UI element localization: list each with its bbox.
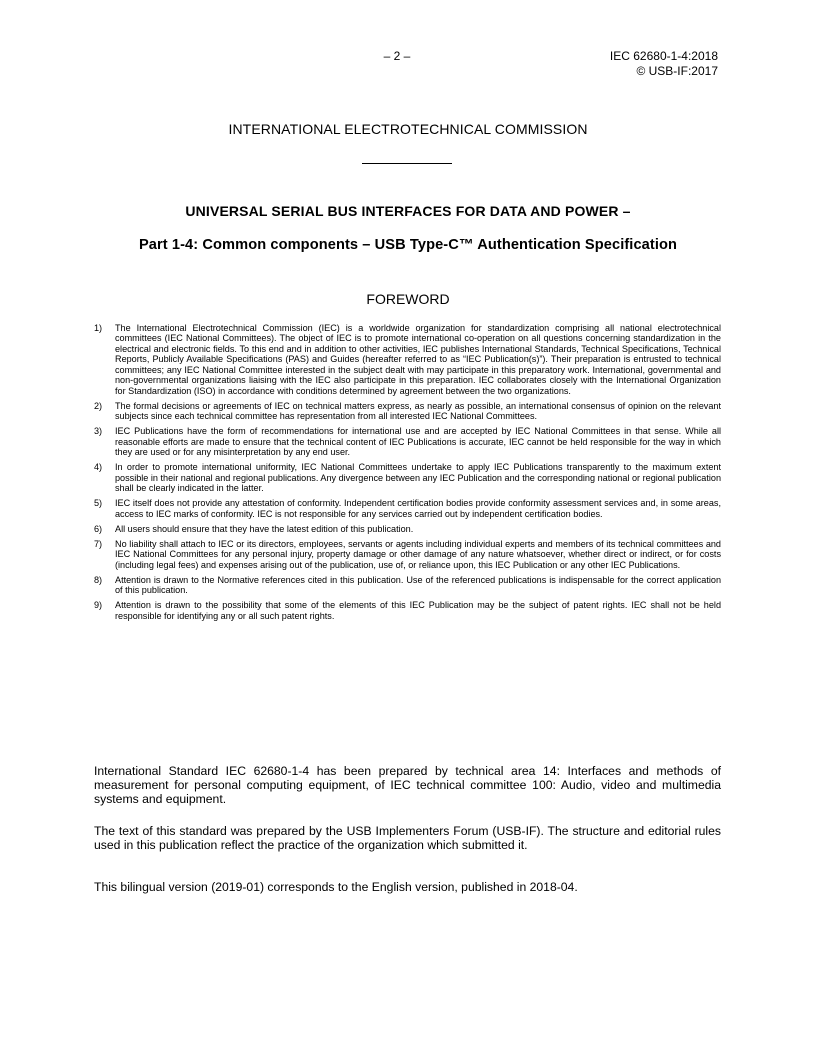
foreword-heading: FOREWORD <box>366 291 450 307</box>
foreword-note <box>94 575 721 596</box>
note-number: 3) <box>94 426 103 437</box>
note-number: 2) <box>94 400 103 411</box>
note-text: The International Electrotechnical Commission (IEC) is a worldwide organization for standardization comprising all national electrotechnical committees (IEC National Committees). The object of IEC is to promote international co-operation on all questions concerning standardization in the electrical and electronic fields. To this end and in addition to other activities, IEC publishes International Standards, Technical Specifications, Technical Reports, Publicly Available Specifications (PAS) and Guides (hereafter referred to as “IEC Publication(s)”). Their preparation is entrusted to technical committees; any IEC National Committee interested in the subject dealt with may participate in this preparatory work. International, governmental and non-governmental organizations liaising with the IEC also participate in this preparation. IEC collaborates closely with the International Organization for Standardization (ISO) in accordance with conditions determined by agreement between the two organizations. <box>115 323 721 396</box>
body-paragraph: The text of this standard was prepared by the USB Implementers Forum (USB-IF). The structure and editorial rules used in this publication reflect the practice of the organization which submitted it. <box>94 824 721 852</box>
body-paragraph: International Standard IEC 62680-1-4 has been prepared by technical area 14: Interfaces and methods of measurement for personal computing equipment, of IEC technical committee 100: Audio, video and multimedia systems and equipment. <box>94 764 721 806</box>
note-number: 1) <box>94 323 103 333</box>
copyright-notice: © USB-IF:2017 <box>636 64 718 78</box>
foreword-notes-list <box>94 323 721 626</box>
note-text: In order to promote international uniformity, IEC National Committees undertake to apply IEC Publications transparently to the maximum extent possible in their national and regional publications. Any divergence between any IEC Publication and the corresponding national or regional publication shall be clearly indicated in the latter. <box>115 462 721 494</box>
foreword-note <box>94 462 721 493</box>
foreword-note <box>94 323 721 396</box>
document-part-title: Part 1-4: Common components – USB Type-C™ Authentication Specification <box>138 237 678 253</box>
foreword-note <box>94 426 721 457</box>
foreword-note <box>94 498 721 519</box>
note-text: Attention is drawn to the Normative references cited in this publication. Use of the referenced publications is indispensable for the correct application of this publication. <box>115 574 721 596</box>
note-number: 7) <box>94 538 103 549</box>
document-id: IEC 62680-1-4:2018 <box>609 49 718 63</box>
foreword-note <box>94 524 721 534</box>
note-number: 6) <box>94 523 103 534</box>
foreword-note <box>94 539 721 570</box>
note-number: 9) <box>94 600 103 611</box>
organization-name: INTERNATIONAL ELECTROTECHNICAL COMMISSION <box>228 121 588 137</box>
document-header <box>610 49 718 79</box>
note-text: Attention is drawn to the possibility that some of the elements of this IEC Publication may be the subject of patent rights. IEC shall not be held responsible for identifying any or all such patent rights. <box>115 600 721 621</box>
note-text: All users should ensure that they have the latest edition of this publication. <box>115 523 414 534</box>
document-title: UNIVERSAL SERIAL BUS INTERFACES FOR DATA AND POWER – <box>185 203 631 219</box>
foreword-note <box>94 600 721 621</box>
note-text: IEC itself does not provide any attestation of conformity. Independent certification bodies provide conformity assessment services and, in some areas, access to IEC marks of conformity. IEC is not responsible for any services carried out by independent certification bodies. <box>115 498 721 519</box>
note-text: The formal decisions or agreements of IEC on technical matters express, as nearly as possible, an international consensus of opinion on the relevant subjects since each technical committee has representation from all interested IEC National Committees. <box>115 400 721 422</box>
note-text: IEC Publications have the form of recommendations for international use and are accepted by IEC National Committees in that sense. While all reasonable efforts are made to ensure that the technical content of IEC Publications is accurate, IEC cannot be held responsible for the way in which they are used or for any misinterpretation by any end user. <box>115 426 721 458</box>
body-paragraph: This bilingual version (2019-01) corresponds to the English version, published in 2018-04. <box>94 880 578 894</box>
note-number: 4) <box>94 462 103 473</box>
note-number: 8) <box>94 574 103 585</box>
foreword-note <box>94 401 721 422</box>
page-number: – 2 – <box>383 49 411 63</box>
note-text: No liability shall attach to IEC or its directors, employees, servants or agents including individual experts and members of its technical committees and IEC National Committees for any personal injury, property damage or other damage of any nature whatsoever, whether direct or indirect, or for costs (including legal fees) and expenses arising out of the publication, use of, or reliance upon, this IEC Publication or any other IEC Publications. <box>115 538 721 570</box>
divider-rule <box>362 163 452 164</box>
note-number: 5) <box>94 498 103 509</box>
